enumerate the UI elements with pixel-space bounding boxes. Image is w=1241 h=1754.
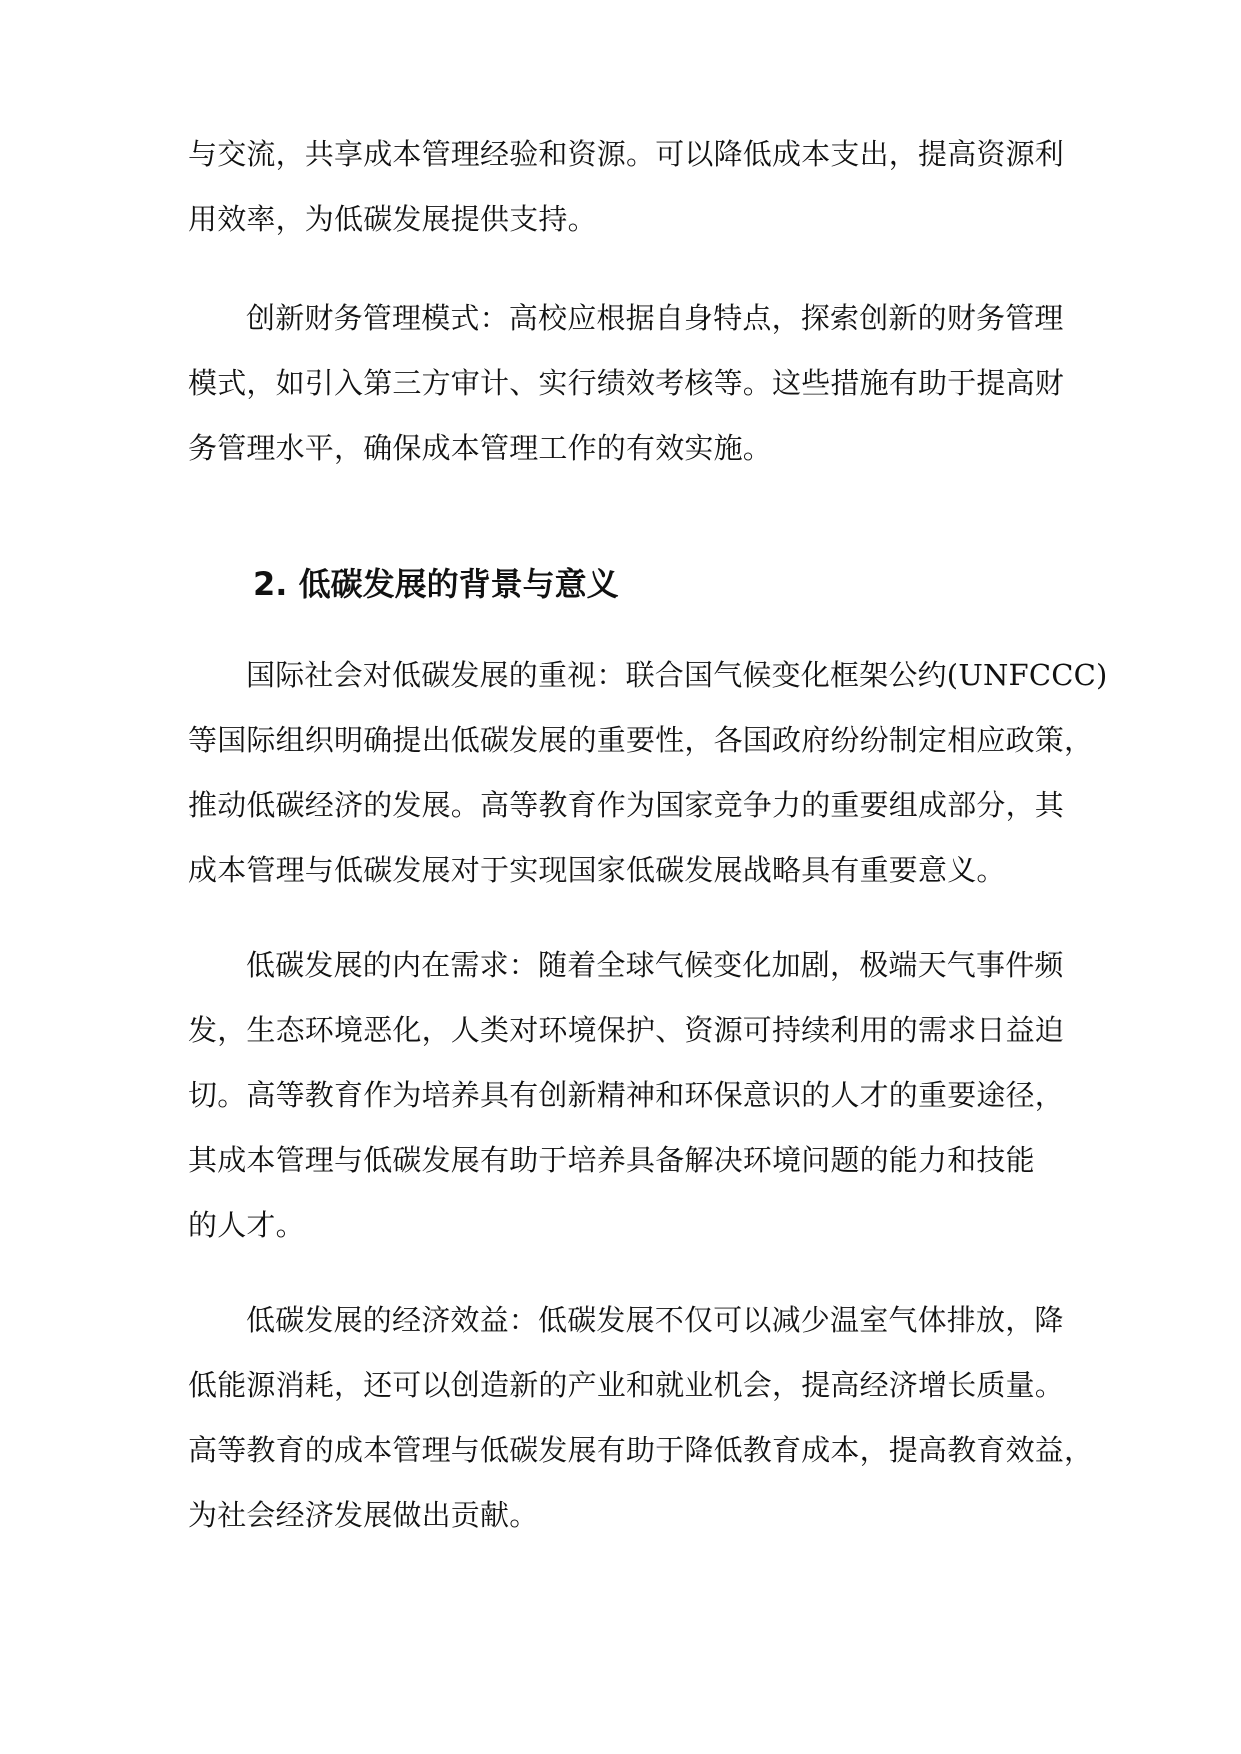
text-line: 其成本管理与低碳发展有助于培养具备解决环境问题的能力和技能: [188, 1143, 1035, 1177]
text-line: 为社会经济发展做出贡献。: [188, 1498, 539, 1532]
text-line: 低能源消耗，还可以创造新的产业和就业机会，提高经济增长质量。: [188, 1368, 1065, 1402]
text-line: 推动低碳经济的发展。高等教育作为国家竞争力的重要组成部分，其: [188, 788, 1065, 822]
text-line: 成本管理与低碳发展对于实现国家低碳发展战略具有重要意义。: [188, 853, 1006, 887]
text-line: 低碳发展的内在需求：随着全球气候变化加剧，极端天气事件频: [246, 948, 1064, 982]
text-line: 创新财务管理模式：高校应根据自身特点，探索创新的财务管理: [246, 301, 1064, 335]
text-line: 的人才。: [188, 1208, 305, 1242]
text-line: 国际社会对低碳发展的重视：联合国气候变化框架公约(UNFCCC): [246, 658, 1108, 692]
text-line: 与交流，共享成本管理经验和资源。可以降低成本支出，提高资源利: [188, 137, 1065, 171]
text-line: 务管理水平，确保成本管理工作的有效实施。: [188, 431, 773, 465]
text-line: 发，生态环境恶化，人类对环境保护、资源可持续利用的需求日益迫: [188, 1013, 1065, 1047]
text-line: 等国际组织明确提出低碳发展的重要性，各国政府纷纷制定相应政策，: [188, 723, 1094, 757]
section-heading: 2. 低碳发展的背景与意义: [253, 565, 619, 603]
text-line: 低碳发展的经济效益：低碳发展不仅可以减少温室气体排放，降: [246, 1303, 1064, 1337]
text-line: 切。高等教育作为培养具有创新精神和环保意识的人才的重要途径，: [188, 1078, 1065, 1112]
text-line: 模式，如引入第三方审计、实行绩效考核等。这些措施有助于提高财: [188, 366, 1065, 400]
text-line: 高等教育的成本管理与低碳发展有助于降低教育成本，提高教育效益，: [188, 1433, 1094, 1467]
text-line: 用效率，为低碳发展提供支持。: [188, 202, 597, 236]
